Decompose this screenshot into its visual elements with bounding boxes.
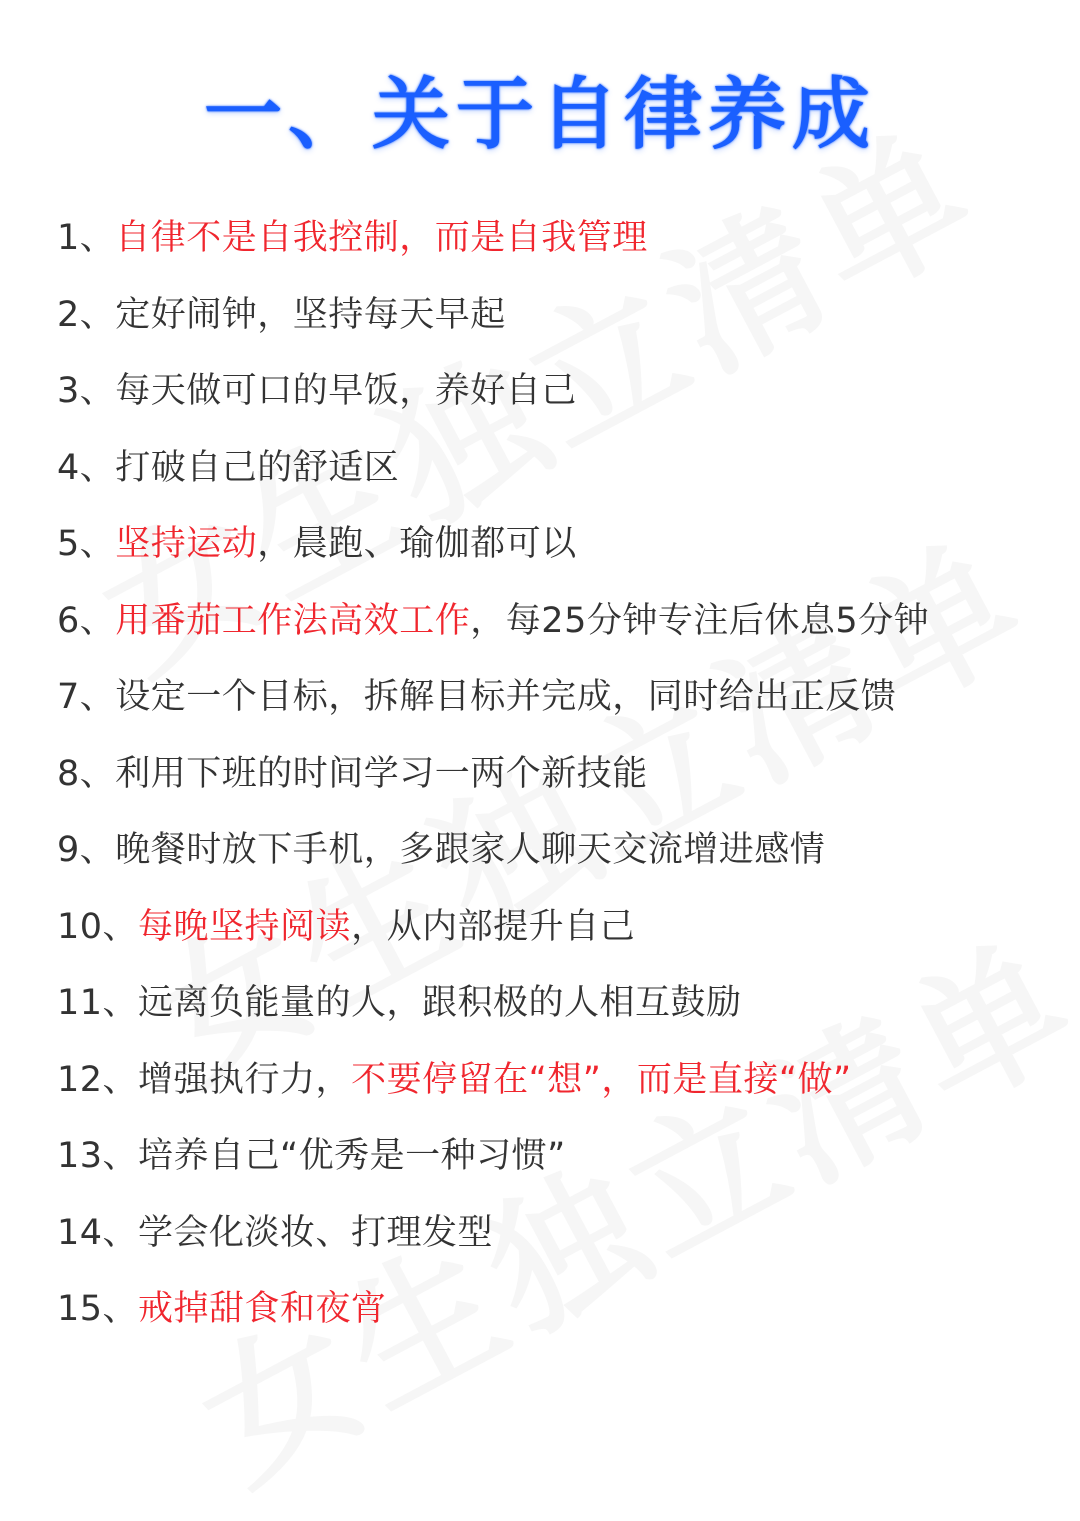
item-number: 4、 <box>57 447 116 488</box>
list-item <box>57 744 1067 821</box>
item-text: ，晨跑、瑜伽都可以 <box>257 524 577 564</box>
list-item <box>57 1050 1067 1127</box>
item-number: 3、 <box>57 371 116 411</box>
item-number: 13、 <box>57 1136 139 1176</box>
item-number: 6、 <box>57 600 116 641</box>
highlighted-text: 用番茄工作法高效工作 <box>115 600 471 641</box>
item-text: 晚餐时放下手机，多跟家人聊天交流增进感情 <box>115 830 826 870</box>
item-number: 2、 <box>57 294 116 335</box>
habit-list <box>57 208 1067 1356</box>
item-text: 定好闹钟，坚持每天早起 <box>115 294 506 335</box>
item-number: 11、 <box>57 983 139 1023</box>
list-item <box>57 208 1067 285</box>
item-text: ，从内部提升自己 <box>351 906 636 947</box>
list-item <box>57 591 1067 668</box>
list-item <box>57 438 1067 515</box>
item-text: 远离负能量的人，跟积极的人相互鼓励 <box>138 983 742 1023</box>
item-number: 9、 <box>57 830 116 870</box>
list-item <box>57 1203 1067 1280</box>
list-item <box>57 514 1067 591</box>
item-text: 每天做可口的早饭，养好自己 <box>115 371 577 411</box>
list-item <box>57 973 1067 1050</box>
highlighted-text: 自律不是自我控制，而是自我管理 <box>115 218 648 258</box>
item-number: 1、 <box>57 218 116 258</box>
item-number: 14、 <box>57 1212 139 1253</box>
item-number: 8、 <box>57 753 116 794</box>
item-number: 7、 <box>57 677 116 717</box>
item-number: 5、 <box>57 524 116 564</box>
item-number: 10、 <box>57 906 139 947</box>
item-text: 设定一个目标，拆解目标并完成，同时给出正反馈 <box>115 677 897 717</box>
page-title: 一、关于自律养成 <box>203 70 876 160</box>
highlighted-text: 坚持运动 <box>115 524 258 564</box>
highlighted-text: 不要停留在“想”，而是直接“做” <box>351 1059 852 1100</box>
item-text: 培养自己“优秀是一种习惯” <box>138 1136 566 1176</box>
item-text: ，每25分钟专注后休息5分钟 <box>470 600 930 641</box>
item-number: 15、 <box>57 1289 139 1329</box>
item-text: 学会化淡妆、打理发型 <box>138 1212 494 1253</box>
list-item <box>57 1126 1067 1203</box>
item-text: 利用下班的时间学习一两个新技能 <box>115 753 648 794</box>
list-item <box>57 361 1067 438</box>
item-text: 打破自己的舒适区 <box>115 447 400 488</box>
list-item <box>57 1279 1067 1356</box>
list-item <box>57 285 1067 362</box>
list-item <box>57 897 1067 974</box>
list-item <box>57 667 1067 744</box>
list-item <box>57 820 1067 897</box>
highlighted-text: 每晚坚持阅读 <box>138 906 352 947</box>
highlighted-text: 戒掉甜食和夜宵 <box>138 1289 387 1329</box>
item-text: 增强执行力， <box>138 1059 352 1100</box>
item-number: 12、 <box>57 1059 139 1100</box>
